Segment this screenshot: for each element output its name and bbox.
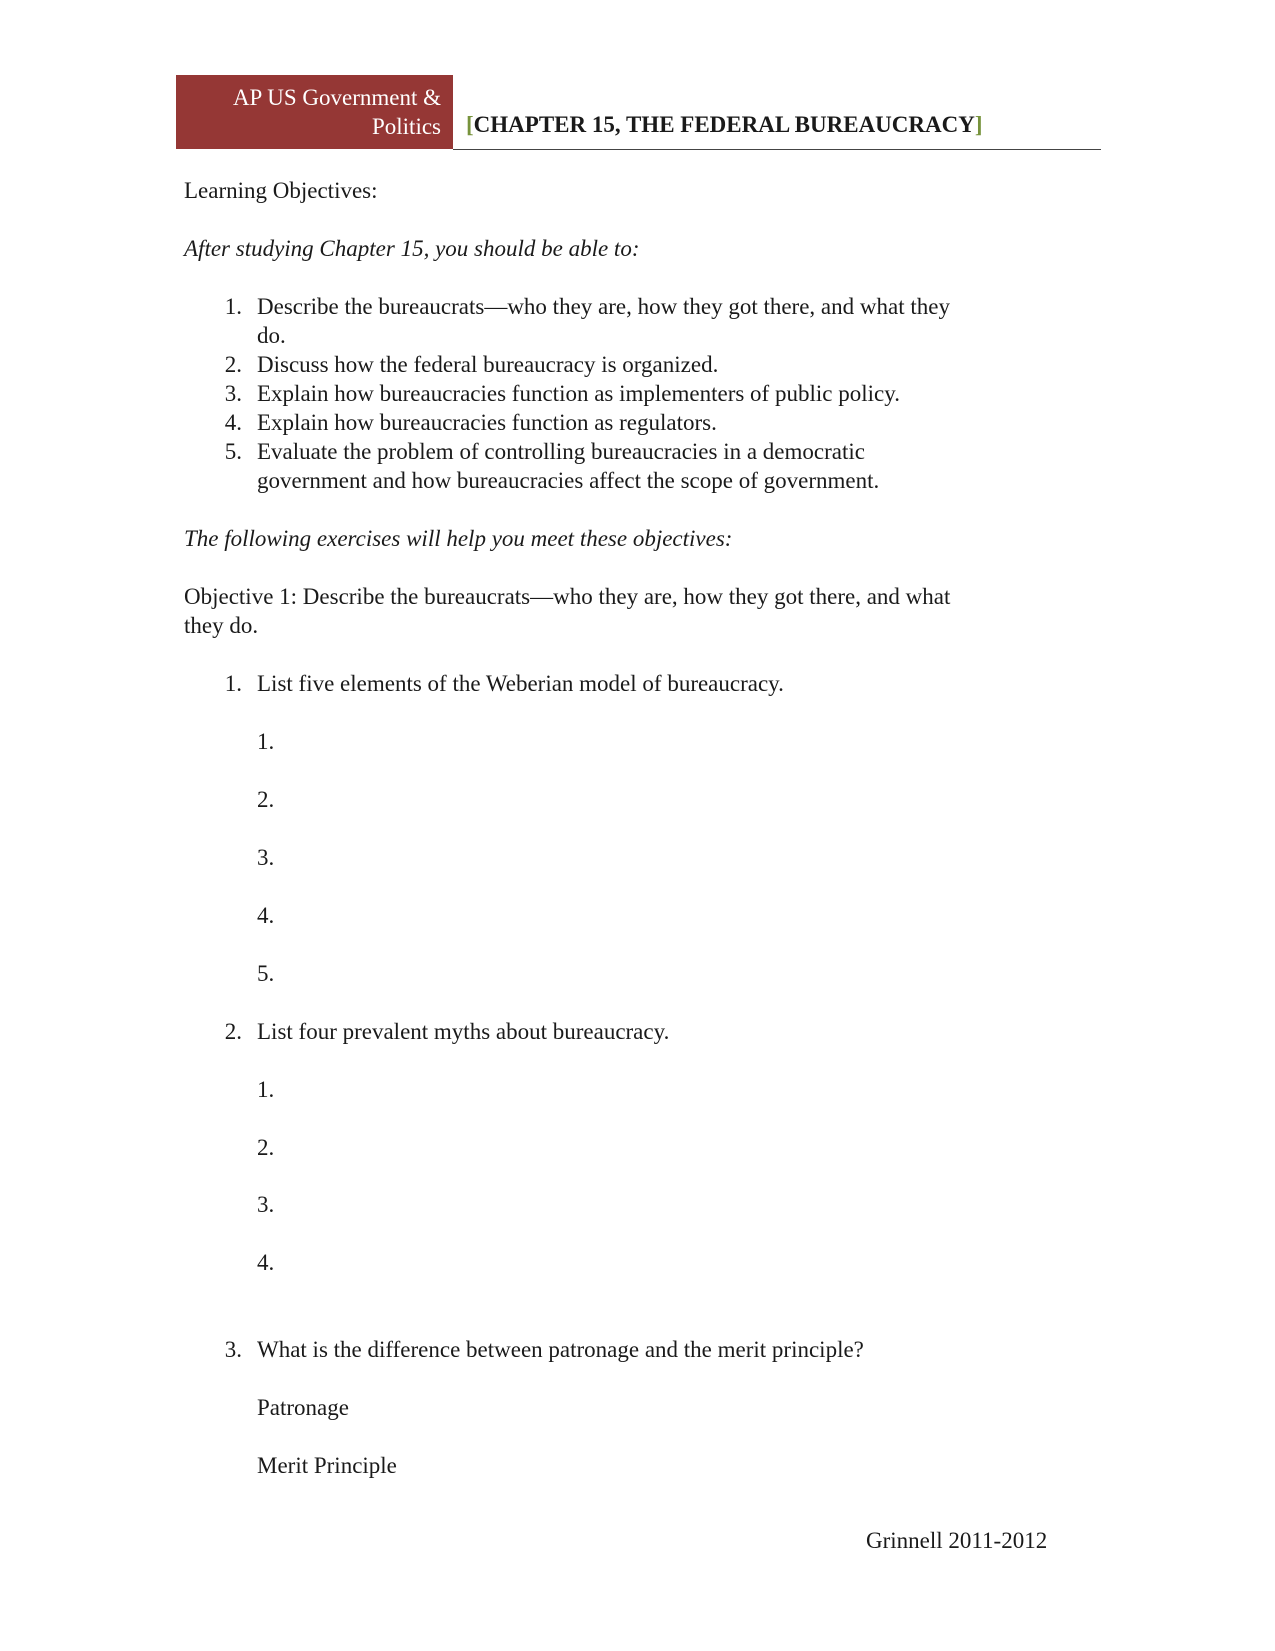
objective-text-cont: do.: [257, 323, 286, 348]
learning-objectives-heading: Learning Objectives:: [184, 178, 378, 203]
answer-blank-label: 3.: [257, 1192, 275, 1217]
course-name-line1: AP US Government &: [232, 85, 441, 110]
course-name-line2: Politics: [371, 114, 441, 139]
course-header-box: [176, 75, 453, 149]
footer-text: Grinnell 2011-2012: [866, 1528, 1048, 1553]
chapter-title-text: CHAPTER 15, THE FEDERAL BUREAUCRACY: [473, 112, 975, 137]
header-rule: [453, 149, 1101, 150]
answer-blank-label: 5.: [257, 961, 275, 986]
answer-blank-label: 2.: [257, 787, 275, 812]
answer-blank-label: 2.: [257, 1135, 275, 1160]
question-text: List four prevalent myths about bureaucracy.: [257, 1019, 670, 1044]
objective-number: 1.: [224, 294, 242, 319]
objective1-heading: Objective 1: Describe the bureaucrats—who they are, how they got there, and what: [184, 584, 951, 609]
objective-text: Evaluate the problem of controlling bureaucracies in a democratic: [257, 439, 865, 464]
subitem-label: Merit Principle: [257, 1453, 397, 1478]
objective1-heading-cont: they do.: [184, 613, 259, 638]
answer-blank-label: 1.: [257, 729, 275, 754]
objective-text: Explain how bureaucracies function as regulators.: [257, 410, 717, 435]
objective-text: Discuss how the federal bureaucracy is organized.: [257, 352, 719, 377]
objective-text-cont: government and how bureaucracies affect the scope of government.: [257, 468, 880, 493]
question-text: What is the difference between patronage and the merit principle?: [257, 1337, 864, 1362]
bracket-open: [: [466, 112, 474, 137]
subitem-label: Patronage: [257, 1395, 349, 1420]
answer-blank-label: 4.: [257, 903, 275, 928]
objective-text: Explain how bureaucracies function as implementers of public policy.: [257, 381, 900, 406]
objective-number: 3.: [224, 381, 242, 406]
answer-blank-label: 4.: [257, 1250, 275, 1275]
question-number: 3.: [224, 1337, 242, 1362]
objective-text: Describe the bureaucrats—who they are, how they got there, and what they: [257, 294, 950, 319]
objective-number: 5.: [224, 439, 242, 464]
question-number: 2.: [224, 1019, 242, 1044]
bracket-close: ]: [974, 112, 983, 137]
objective-number: 2.: [224, 352, 242, 377]
objective-number: 4.: [224, 410, 242, 435]
question-text: List five elements of the Weberian model of bureaucracy.: [257, 671, 784, 696]
chapter-title: [466, 110, 983, 140]
objectives-lead: After studying Chapter 15, you should be able to:: [184, 236, 640, 261]
question-number: 1.: [224, 671, 242, 696]
answer-blank-label: 3.: [257, 845, 275, 870]
exercises-lead: The following exercises will help you meet these objectives:: [184, 526, 733, 551]
answer-blank-label: 1.: [257, 1077, 275, 1102]
